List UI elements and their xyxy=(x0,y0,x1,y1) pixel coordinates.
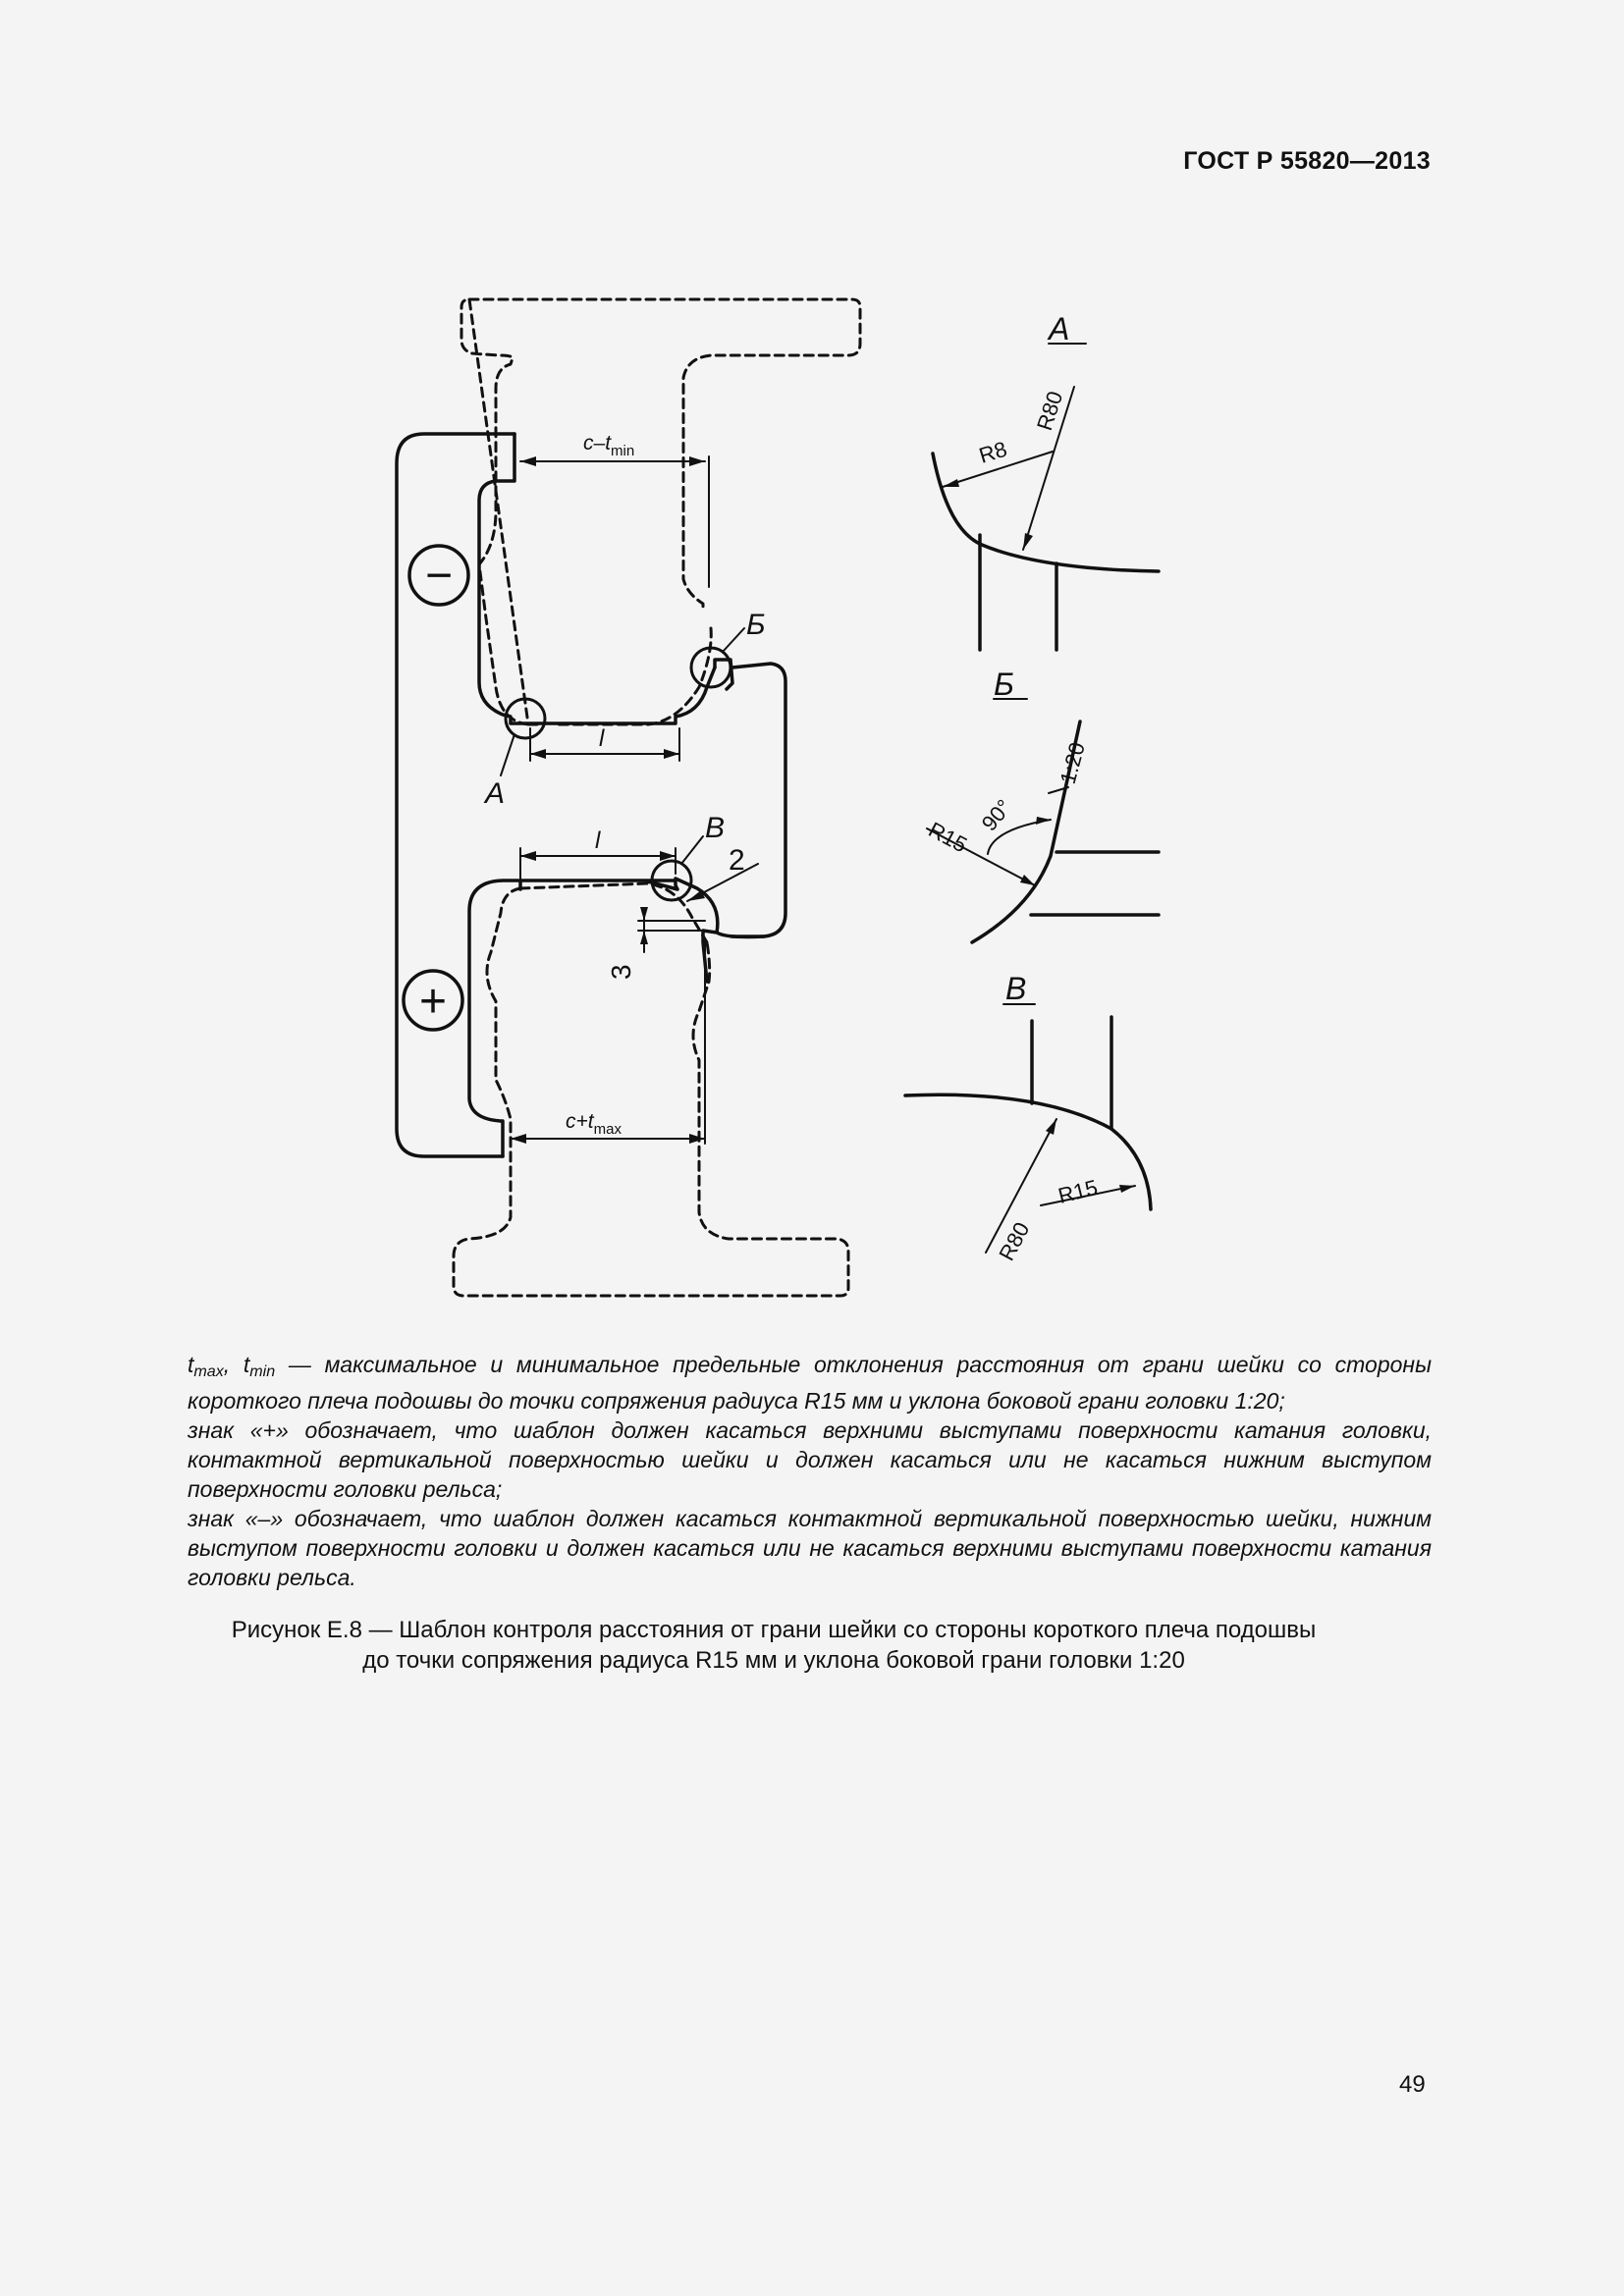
svg-text:c+tmax xyxy=(566,1110,622,1138)
detail-b-r15: R15 xyxy=(924,817,972,858)
legend-t2: t xyxy=(243,1352,250,1377)
dim-c-bottom-op: + xyxy=(575,1110,588,1133)
minus-sign: − xyxy=(424,550,454,602)
detail-v-arc xyxy=(905,1095,1151,1209)
caption-line-2: до точки сопряжения радиуса R15 мм и уклона боковой грани головки 1:20 xyxy=(362,1647,1185,1674)
dim-l-top: l xyxy=(599,725,605,752)
legend-min: min xyxy=(249,1362,276,1380)
plus-note: знак «+» обозначает, что шаблон должен касаться верхними выступами поверхности катания головки, контактной вертикальной поверхностью шейки и должен касаться или не касаться нижним выступом поверхности головки рельса; xyxy=(188,1417,1432,1502)
detail-a-r80: R80 xyxy=(1031,388,1068,434)
dim-c-top-c: c xyxy=(583,432,594,454)
caption-line-1: Рисунок Е.8 — Шаблон контроля расстояния от грани шейки со стороны короткого плеча подошвы xyxy=(231,1617,1317,1643)
page-number: 49 xyxy=(1399,2071,1426,2098)
callout-label-b: Б xyxy=(746,609,766,641)
dim-c-top-t: t xyxy=(605,432,612,454)
detail-v-r80: R80 xyxy=(994,1217,1035,1265)
detail-b-slope: 1:20 xyxy=(1055,739,1090,787)
detail-b-title: Б xyxy=(994,667,1014,702)
dim-c-bottom-t: t xyxy=(587,1110,594,1133)
legend-t1: t xyxy=(188,1352,194,1377)
callout-label-v: В xyxy=(705,812,726,844)
dim-c-bottom-c: c xyxy=(566,1110,576,1133)
svg-text:c–tmin xyxy=(583,432,634,459)
detail-v-title: В xyxy=(1005,971,1027,1006)
detail-a-r8: R8 xyxy=(976,436,1010,468)
figure-caption xyxy=(116,1615,1432,1676)
dim-label-2: 2 xyxy=(729,844,745,877)
dim-c-top-sub: min xyxy=(611,443,635,459)
document-header: ГОСТ Р 55820—2013 xyxy=(1183,147,1431,175)
plus-sign: + xyxy=(418,976,448,1028)
detail-a-title: А xyxy=(1049,311,1070,347)
dim-c-top-op: – xyxy=(593,432,606,454)
dim-l-bottom: l xyxy=(595,828,601,854)
top-rail-outline xyxy=(461,299,860,724)
detail-b-angle: 90° xyxy=(976,794,1017,836)
legend-text: — максимальное и минимальное предельные отклонения расстояния от грани шейки со стороны короткого плеча подошвы до точки сопряжения радиуса R15 мм и уклона боковой грани головки 1:20; xyxy=(188,1352,1433,1414)
minus-note: знак «–» обозначает, что шаблон должен касаться контактной вертикальной поверхностью шейки, нижним выступом поверхности головки и должен касаться или не касаться верхними выступами поверхности катания головки рельса. xyxy=(188,1506,1432,1590)
dim-c-bottom-sub: max xyxy=(593,1121,622,1138)
legend-note xyxy=(116,1350,1432,1592)
bottom-rail-outline xyxy=(454,888,848,1296)
legend-tolerance-line: $t_{max}$, $t_{min}$ — максимальное и минимальное предельные отклонения расстояния от грани шейки со стороны короткого плеча подошвы до точки сопряжения радиуса R15 мм и уклона боковой грани головки 1:20; xyxy=(188,1352,1433,1414)
callout-label-a: А xyxy=(485,777,506,810)
legend-max: max xyxy=(193,1362,224,1380)
detail-v-r15: R15 xyxy=(1056,1174,1101,1208)
dim-label-3: 3 xyxy=(606,964,636,980)
detail-a-arc xyxy=(933,454,1159,571)
